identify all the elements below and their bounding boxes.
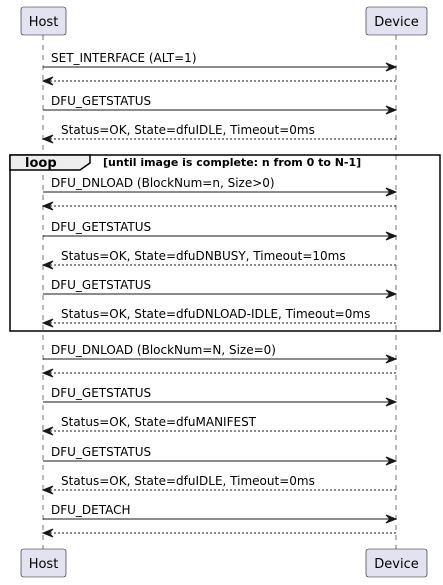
message-17-label: DFU_DETACH	[51, 503, 131, 517]
loop-keyword: loop	[25, 156, 57, 171]
message-16-label: Status=OK, State=dfuIDLE, Timeout=0ms	[61, 474, 315, 488]
message-15-label: DFU_GETSTATUS	[51, 445, 152, 459]
participant-host-top-label: Host	[28, 15, 59, 30]
message-3-label: DFU_GETSTATUS	[51, 94, 152, 108]
participant-device-top-label: Device	[374, 15, 419, 30]
message-5-label: DFU_DNLOAD (BlockNum=n, Size>0)	[51, 176, 275, 190]
participant-host-bottom-label: Host	[28, 557, 59, 572]
message-11-label: DFU_DNLOAD (BlockNum=N, Size=0)	[51, 343, 276, 357]
participant-device-bottom-label: Device	[374, 557, 419, 572]
message-8-label: Status=OK, State=dfuDNBUSY, Timeout=10ms	[61, 249, 346, 263]
message-13-label: DFU_GETSTATUS	[51, 386, 152, 400]
loop-condition: [until image is complete: n from 0 to N-1]	[103, 156, 362, 169]
message-4-label: Status=OK, State=dfuIDLE, Timeout=0ms	[61, 123, 315, 137]
message-1-label: SET_INTERFACE (ALT=1)	[51, 51, 197, 65]
message-14-label: Status=OK, State=dfuMANIFEST	[61, 415, 257, 429]
message-10-label: Status=OK, State=dfuDNLOAD-IDLE, Timeout=0ms	[61, 307, 371, 321]
message-7-label: DFU_GETSTATUS	[51, 220, 152, 234]
message-9-label: DFU_GETSTATUS	[51, 278, 152, 292]
